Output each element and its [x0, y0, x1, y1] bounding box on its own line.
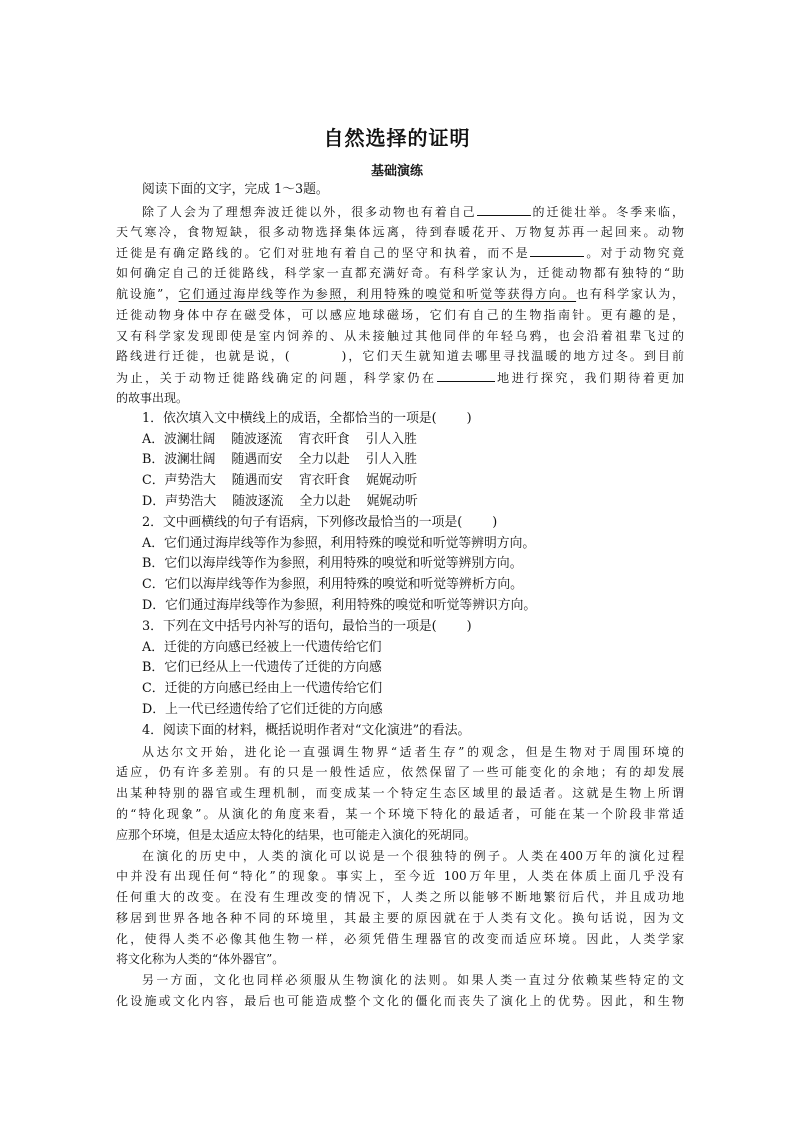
- reading-passage-2: [116, 742, 684, 1012]
- passage-line: 航设施”，它们通过海岸线等作为参照，利用特殊的嗅觉和听觉等获得方向。也有科学家认为，: [116, 286, 684, 301]
- passage-line: 的故事出现。: [116, 390, 189, 405]
- option-d[interactable]: D．上一代已经遗传给了它们迁徙的方向感: [142, 701, 383, 717]
- option-b[interactable]: B．它们已经从上一代遗传了迁徙的方向感: [142, 660, 382, 676]
- passage-line: 天气寒冷，食物短缺，很多动物选择集体远离，待到春暖花开、万物复苏再一起回来。动物: [116, 224, 684, 239]
- question-stem: 1．依次填入文中横线上的成语，全都恰当的一项是( ): [142, 410, 472, 426]
- passage-line: 除了人会为了理想奔波迁徙以外，很多动物也有着自己 的迁徙壮举。冬季来临，: [116, 201, 684, 222]
- question-3: [116, 617, 684, 721]
- passage-line: 如何确定自己的迁徙路线，科学家一直都充满好奇。有科学家认为，迁徙动物都有独特的“助: [116, 266, 684, 281]
- question-4: [116, 721, 684, 742]
- option-b[interactable]: B．波澜壮阔 随遇而安 全力以赴 引人入胜: [142, 452, 417, 468]
- fill-blank: [437, 367, 495, 382]
- page-title: 自然选择的证明: [323, 126, 471, 150]
- section-subtitle: 基础演练: [370, 164, 423, 179]
- question-stem: 3．下列在文中括号内补写的语句，最恰当的一项是( ): [142, 618, 472, 634]
- option-a[interactable]: A．迁徙的方向感已经被上一代遗传给它们: [142, 639, 382, 655]
- option-d[interactable]: D．它们通过海岸线等作为参照，利用特殊的嗅觉和听觉等辨识方向。: [142, 597, 537, 613]
- option-c[interactable]: C．它们以海岸线等作为参照，利用特殊的嗅觉和听觉等辨析方向。: [142, 577, 523, 593]
- passage-line: 另一方面，文化也同样必须服从生物演化的法则。如果人类一直过分依赖某些特定的文: [142, 973, 684, 988]
- passage-line: 应那个环境，但是太适应太特化的结果，也可能走入演化的死胡同。: [116, 827, 477, 842]
- underlined-sentence: 它们通过海岸线等作为参照，利用特殊的嗅觉和听觉等获得方向。: [178, 286, 577, 301]
- passage-line: 从达尔文开始，进化论一直强调生物界“适者生存”的观念，但是生物对于周围环境的: [142, 744, 684, 759]
- question-stem: 4．阅读下面的材料，概括说明作者对“文化演进”的看法。: [142, 722, 471, 738]
- passage-line: 化，使得人类不必像其他生物一样，必须凭借生理器官的改变而适应环境。因此，人类学家: [116, 931, 684, 946]
- question-stem: 2．文中画横线的句子有语病，下列修改最恰当的一项是( ): [142, 514, 498, 530]
- passage-line: 路线进行迁徙，也就是说，( )，它们天生就知道去哪里寻找温暖的地方过冬。到目前: [116, 349, 684, 364]
- document-body: [116, 180, 684, 1012]
- passage-line: 在演化的历史中，人类的演化可以说是一个很独特的例子。人类在400万年的演化过程: [142, 848, 684, 863]
- passage-line: 为止，关于动物迁徙路线确定的问题，科学家仍在 地进行探究，我们期待着更加: [116, 367, 684, 388]
- option-d[interactable]: D．声势浩大 随波逐流 全力以赴 娓娓动听: [142, 493, 418, 509]
- passage-line: 任何重大的改变。在没有生理改变的情况下，人类之所以能够不断地繁衍后代，并且成功地: [116, 890, 684, 905]
- instruction: 阅读下面的文字，完成 1～3题。: [142, 182, 329, 197]
- option-a[interactable]: A．它们通过海岸线等作为参照，利用特殊的嗅觉和听觉等辨明方向。: [142, 535, 536, 551]
- fill-blank: [477, 201, 531, 216]
- passage-line: 迁徙是有确定路线的。它们对驻地有着自己的坚守和执着，而不是 。对于动物究竟: [116, 242, 684, 263]
- option-c[interactable]: C．迁徙的方向感已经由上一代遗传给它们: [142, 681, 383, 697]
- passage-line: 又有科学家发现即使是室内饲养的、从未接触过其他同伴的年轻乌鸦，也会沿着祖辈飞过的: [116, 328, 684, 343]
- passage-line: 适应，仍有许多差别。有的只是一般性适应，依然保留了一些可能变化的余地；有的却发展: [116, 765, 684, 780]
- passage-line: 出某种特别的器官或生理机制，而变成某一个特定生态区域里的最适者。这就是生物上所谓: [116, 786, 684, 801]
- option-c[interactable]: C．声势浩大 随遇而安 宵衣旰食 娓娓动听: [142, 473, 418, 489]
- question-2: [116, 513, 684, 617]
- passage-line: 将文化称为人类的“体外器官”。: [116, 952, 285, 967]
- option-b[interactable]: B．它们以海岸线等作为参照，利用特殊的嗅觉和听觉等辨别方向。: [142, 556, 523, 572]
- passage-line: 的“特化现象”。从演化的角度来看，某一个环境下特化的最适者，可能在某一个阶段非常适: [116, 806, 684, 821]
- passage-line: 移居到世界各地各种不同的环境里，其最主要的原因就在于人类有文化。换句话说，因为文: [116, 910, 684, 925]
- passage-line: 中并没有出现任何“特化”的现象。事实上，至今近 100万年里，人类在体质上面几乎没有: [116, 869, 684, 884]
- fill-blank: [530, 242, 584, 257]
- question-1: [116, 409, 684, 513]
- option-a[interactable]: A．波澜壮阔 随波逐流 宵衣旰食 引人入胜: [142, 431, 417, 447]
- passage-line: 化设施或文化内容，最后也可能造成整个文化的僵化而丧失了演化上的优势。因此，和生物: [116, 994, 684, 1009]
- passage-line: 迁徙动物身体中存在磁受体，可以感应地球磁场，它们有自己的生物指南针。更有趣的是，: [116, 307, 684, 322]
- reading-passage: [116, 201, 684, 409]
